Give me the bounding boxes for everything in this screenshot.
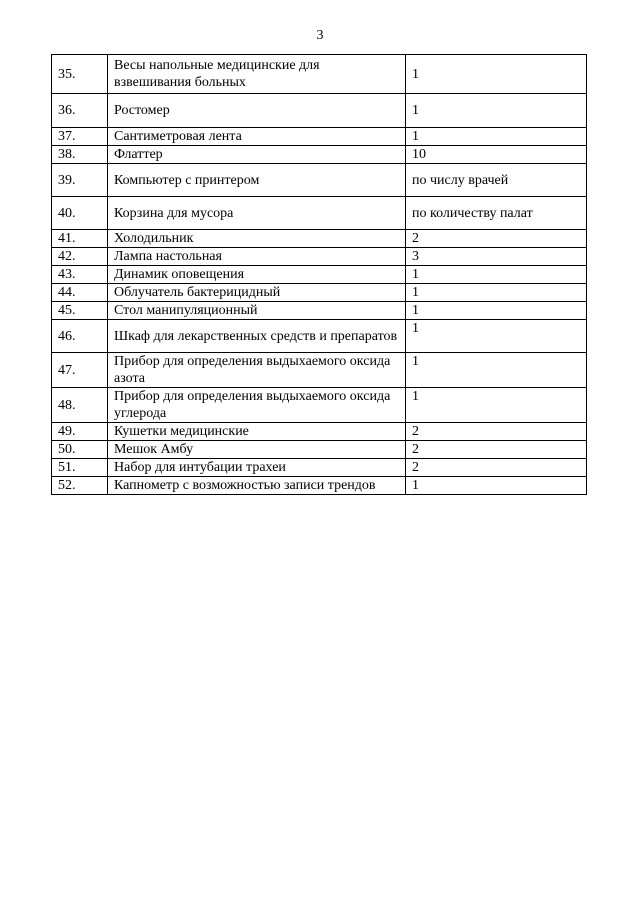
equipment-quantity: по числу врачей — [406, 164, 587, 197]
equipment-name: Флаттер — [108, 146, 406, 164]
row-number: 48. — [52, 388, 108, 423]
row-number: 41. — [52, 230, 108, 248]
table-row — [52, 128, 587, 146]
table-row — [52, 441, 587, 459]
equipment-quantity: 1 — [406, 94, 587, 128]
equipment-quantity: 2 — [406, 459, 587, 477]
table-row — [52, 248, 587, 266]
table-row — [52, 230, 587, 248]
page-number: 3 — [316, 28, 324, 43]
equipment-quantity: 2 — [406, 441, 587, 459]
equipment-name: Весы напольные медицинские для взвешивания больных — [108, 55, 406, 94]
equipment-quantity: 1 — [406, 284, 587, 302]
equipment-quantity: 1 — [406, 55, 587, 94]
table-row — [52, 302, 587, 320]
equipment-name: Набор для интубации трахеи — [108, 459, 406, 477]
table-row — [52, 459, 587, 477]
table-row — [52, 94, 587, 128]
row-number: 51. — [52, 459, 108, 477]
row-number: 38. — [52, 146, 108, 164]
equipment-name: Корзина для мусора — [108, 197, 406, 230]
table-row — [52, 320, 587, 353]
equipment-quantity: 1 — [406, 128, 587, 146]
equipment-quantity: 1 — [406, 266, 587, 284]
equipment-name: Лампа настольная — [108, 248, 406, 266]
table-row — [52, 423, 587, 441]
table-row — [52, 284, 587, 302]
row-number: 36. — [52, 94, 108, 128]
equipment-name: Сантиметровая лента — [108, 128, 406, 146]
row-number: 35. — [52, 55, 108, 94]
row-number: 47. — [52, 353, 108, 388]
equipment-name: Динамик оповещения — [108, 266, 406, 284]
row-number: 42. — [52, 248, 108, 266]
equipment-name: Холодильник — [108, 230, 406, 248]
equipment-quantity: 1 — [406, 388, 587, 423]
equipment-quantity: 2 — [406, 423, 587, 441]
equipment-quantity: 1 — [406, 320, 587, 353]
row-number: 39. — [52, 164, 108, 197]
table-row — [52, 164, 587, 197]
equipment-quantity: 2 — [406, 230, 587, 248]
equipment-quantity: 1 — [406, 353, 587, 388]
equipment-quantity: 3 — [406, 248, 587, 266]
row-number: 52. — [52, 477, 108, 495]
equipment-name: Мешок Амбу — [108, 441, 406, 459]
equipment-name: Компьютер с принтером — [108, 164, 406, 197]
equipment-name: Облучатель бактерицидный — [108, 284, 406, 302]
row-number: 49. — [52, 423, 108, 441]
row-number: 37. — [52, 128, 108, 146]
equipment-name: Шкаф для лекарственных средств и препаратов — [108, 320, 406, 353]
equipment-name: Прибор для определения выдыхаемого оксида углерода — [108, 388, 406, 423]
row-number: 46. — [52, 320, 108, 353]
equipment-quantity: 1 — [406, 302, 587, 320]
equipment-name: Прибор для определения выдыхаемого оксида азота — [108, 353, 406, 388]
equipment-name: Стол манипуляционный — [108, 302, 406, 320]
equipment-name: Капнометр с возможностью записи трендов — [108, 477, 406, 495]
equipment-table — [51, 54, 587, 495]
row-number: 50. — [52, 441, 108, 459]
table-row — [52, 477, 587, 495]
equipment-quantity: 10 — [406, 146, 587, 164]
equipment-quantity: 1 — [406, 477, 587, 495]
equipment-name: Ростомер — [108, 94, 406, 128]
table-row — [52, 55, 587, 94]
row-number: 40. — [52, 197, 108, 230]
table-row — [52, 266, 587, 284]
equipment-quantity: по количеству палат — [406, 197, 587, 230]
table-row — [52, 388, 587, 423]
row-number: 45. — [52, 302, 108, 320]
table-row — [52, 353, 587, 388]
table-row — [52, 146, 587, 164]
row-number: 44. — [52, 284, 108, 302]
equipment-name: Кушетки медицинские — [108, 423, 406, 441]
table-row — [52, 197, 587, 230]
row-number: 43. — [52, 266, 108, 284]
